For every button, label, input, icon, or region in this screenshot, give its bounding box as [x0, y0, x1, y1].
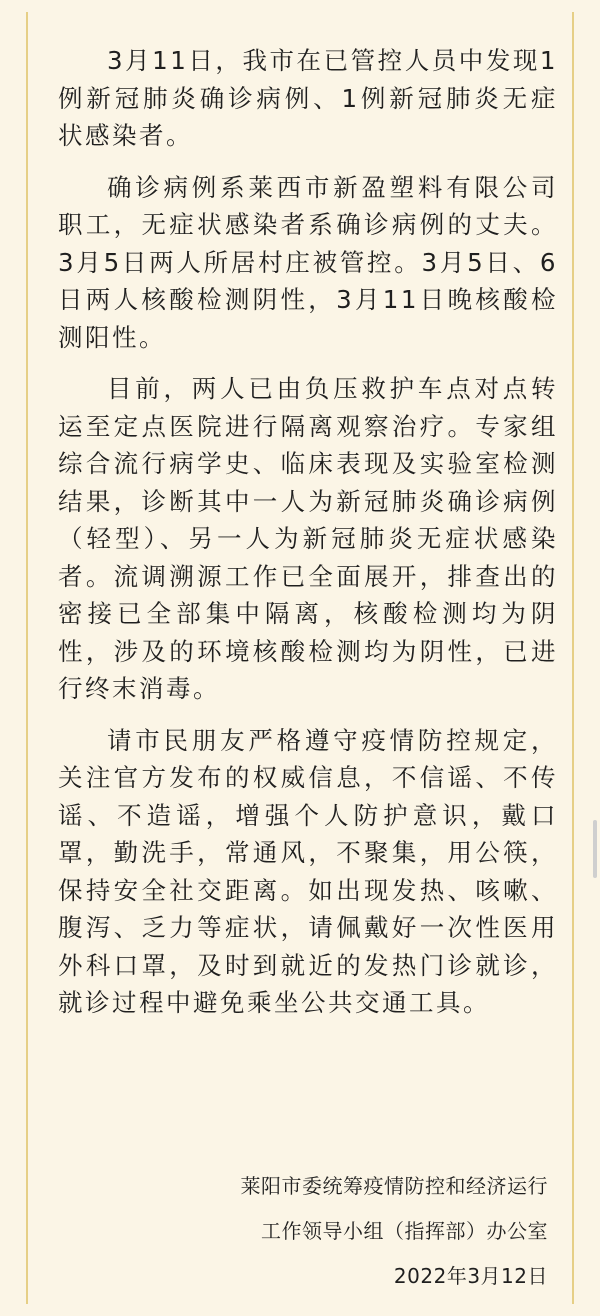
signature-org-line-2: 工作领导小组（指挥部）办公室: [261, 1219, 548, 1243]
signature-date: 2022年3月12日: [393, 1264, 548, 1288]
signature-block: [241, 1164, 549, 1299]
paragraph-treatment: 目前，两人已由负压救护车点对点转运至定点医院进行隔离观察治疗。专家组综合流行病学史、临床表现及实验室检测结果，诊断其中一人为新冠肺炎确诊病例（轻型）、另一人为新冠肺炎无症状感染者。流调溯源工作已全面展开，排查出的密接已全部集中隔离，核酸检测均为阴性，涉及的环境核酸检测均为阴性，已进行终末消毒。: [58, 374, 558, 703]
paragraph-case-details: 确诊病例系莱西市新盈塑料有限公司职工，无症状感染者系确诊病例的丈夫。3月5日两人所居村庄被管控。3月5日、6日两人核酸检测阴性，3月11日晚核酸检测阳性。: [58, 172, 558, 352]
signature-org-line-1: 莱阳市委统筹疫情防控和经济运行: [240, 1174, 548, 1198]
notice-body: [58, 42, 558, 1036]
paragraph-case-summary: 3月11日，我市在已管控人员中发现1例新冠肺炎确诊病例、1例新冠肺炎无症状感染者。: [58, 46, 558, 150]
scroll-indicator[interactable]: [593, 820, 597, 878]
paragraph-public-advice: 请市民朋友严格遵守疫情防控规定，关注官方发布的权威信息，不信谣、不传谣、不造谣，增强个人防护意识，戴口罩，勤洗手，常通风，不聚集，用公筷，保持安全社交距离。如出现发热、咳嗽、腹泻、乏力等症状，请佩戴好一次性医用外科口罩，及时到就近的发热门诊就诊，就诊过程中避免乘坐公共交通工具。: [58, 725, 558, 1017]
